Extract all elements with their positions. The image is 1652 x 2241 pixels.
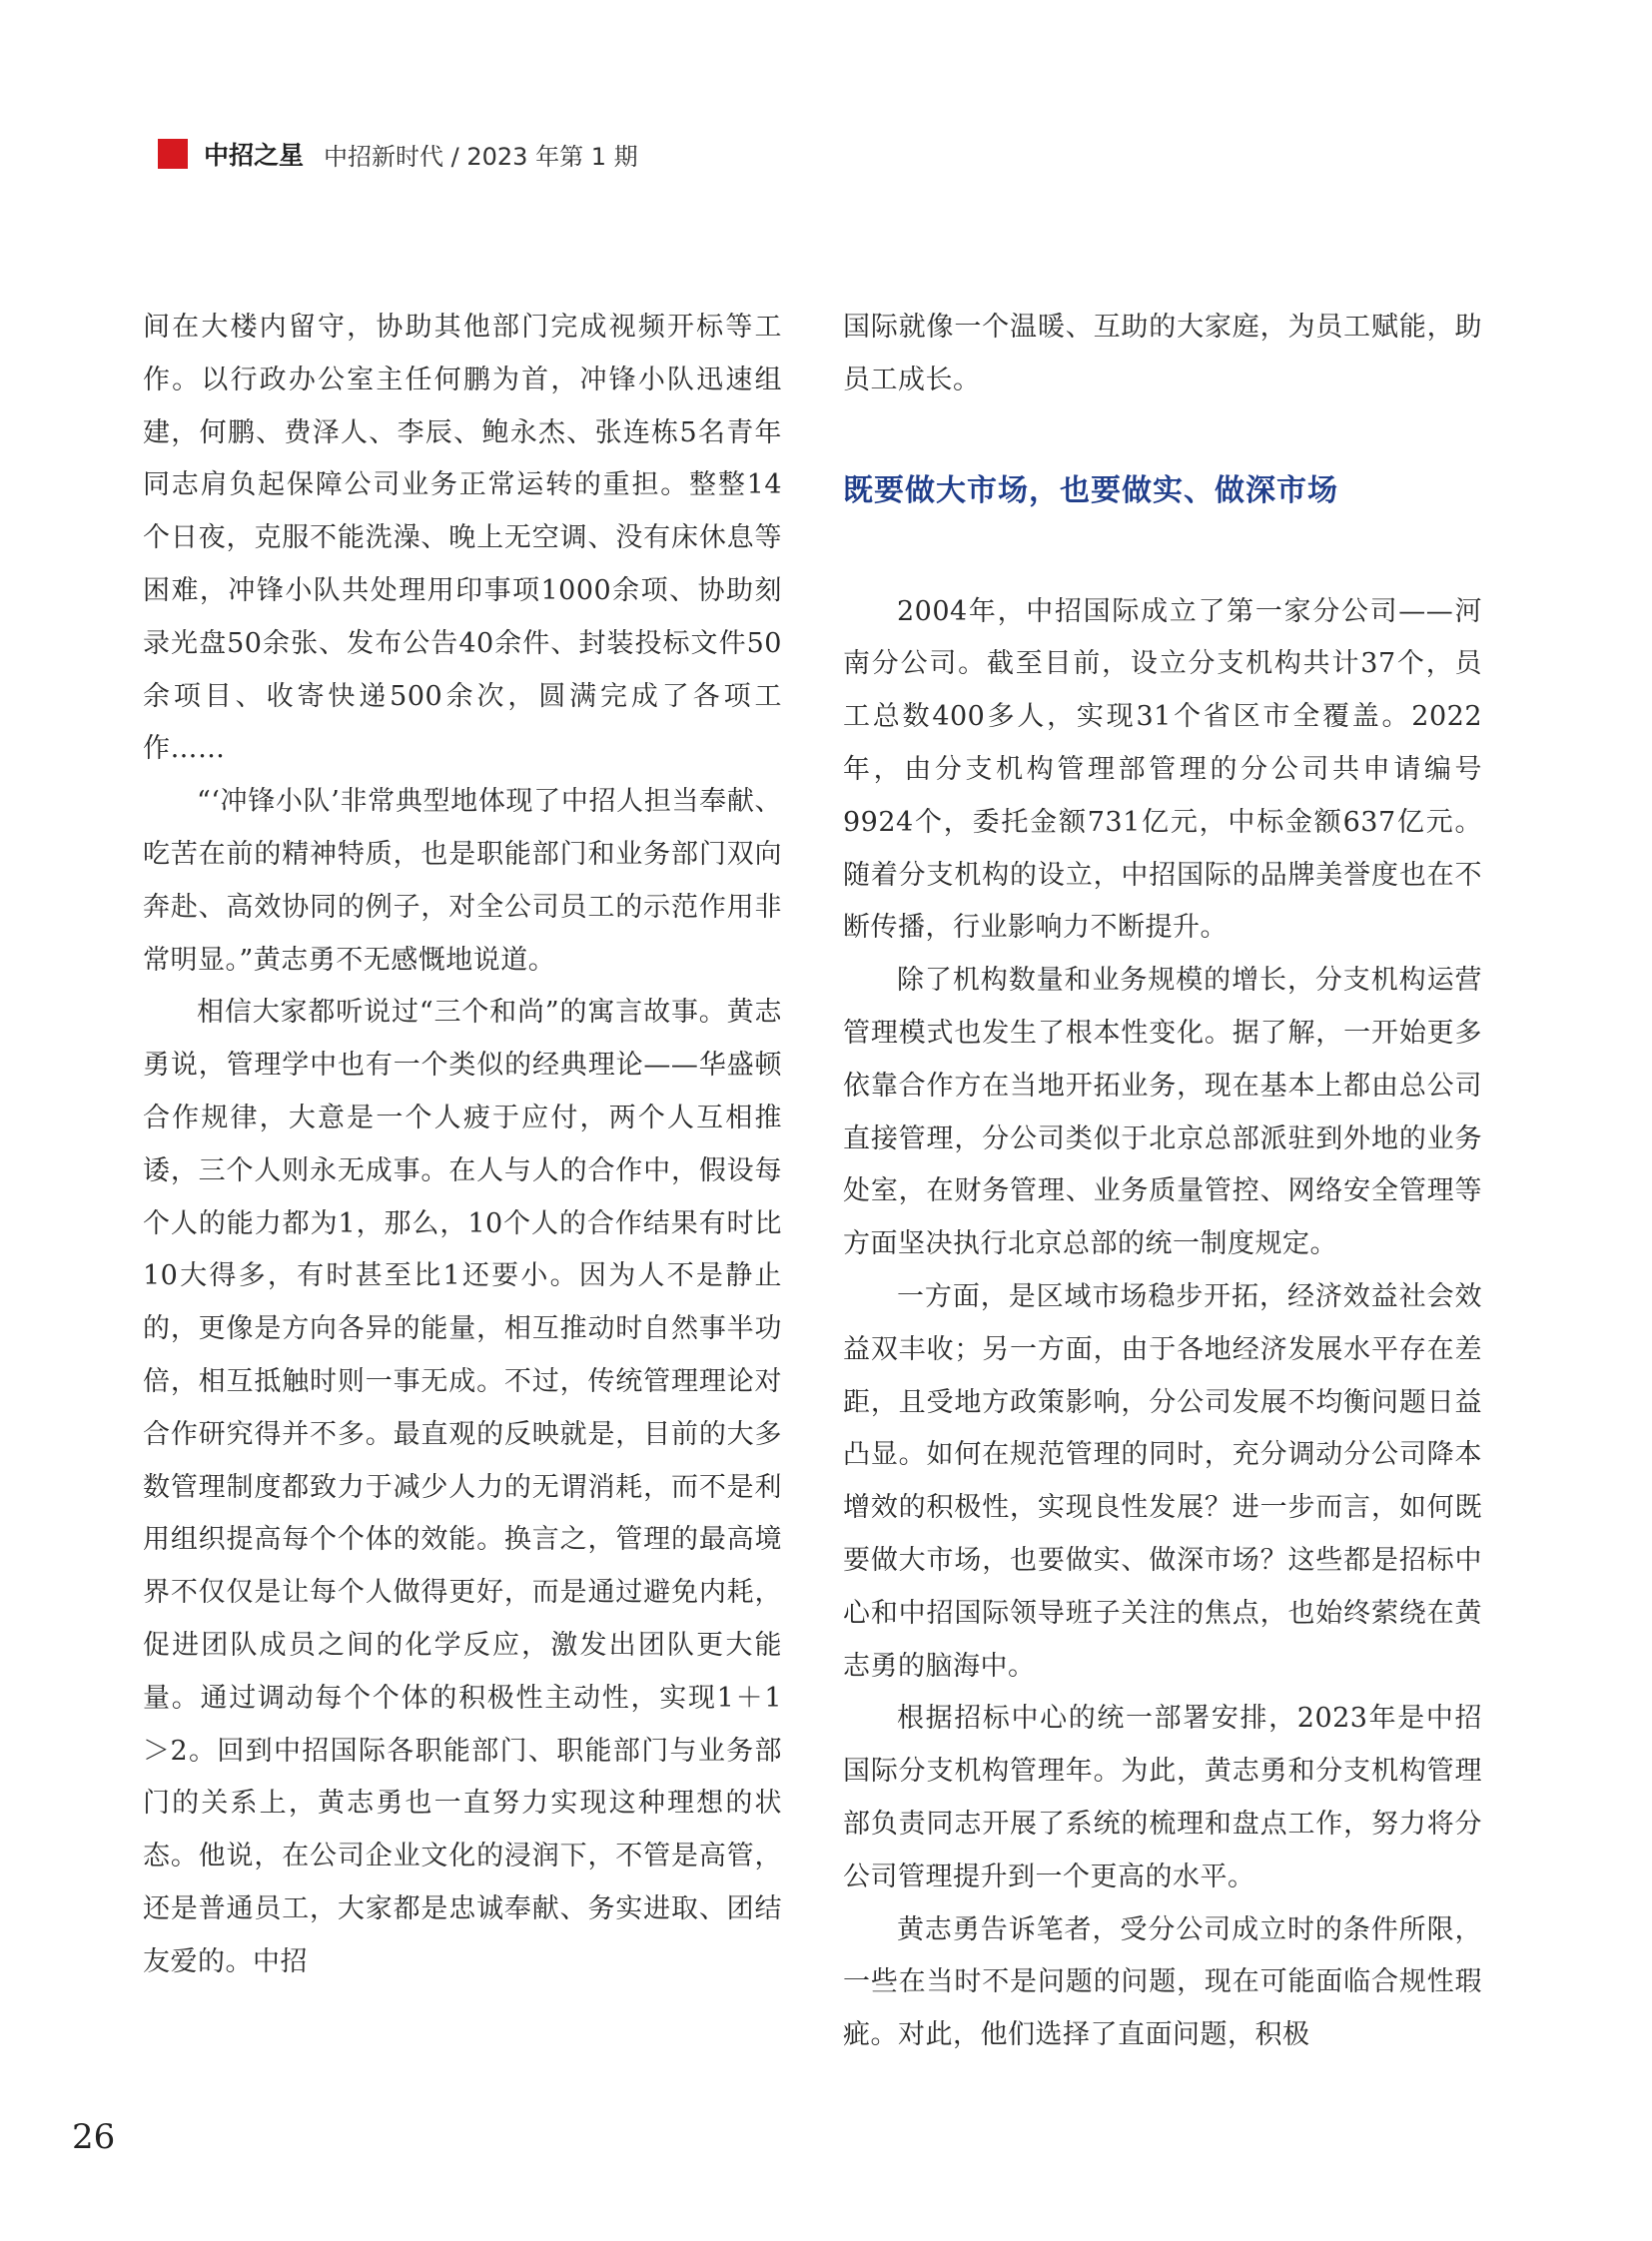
paragraph: 间在大楼内留守，协助其他部门完成视频开标等工作。以行政办公室主任何鹏为首，冲锋小队迅速组建，何鹏、费泽人、李辰、鲍永杰、张连栋5名青年同志肩负起保障公司业务正常运转的重担。整整14个日夜，克服不能洗澡、晚上无空调、没有床休息等困难，冲锋小队共处理用印事项1000余项、协助刻录光盘50余张、发布公告40余件、封装投标文件50余项目、收寄快递500余次，圆满完成了各项工作…… [143,312,782,765]
page-number: 26 [72,2117,116,2157]
left-column [143,302,782,1989]
section-title: 中招之星 [204,141,305,170]
issue-info: 中招新时代 / 2023 年第 1 期 [324,142,638,171]
section-marker [158,139,188,169]
right-column [843,302,1482,2062]
paragraph: 除了机构数量和业务规模的增长，分支机构运营管理模式也发生了根本性变化。据了解，一开始更多依靠合作方在当地开拓业务，现在基本上都由总公司直接管理，分公司类似于北京总部派驻到外地的业务处室，在财务管理、业务质量管控、网络安全管理等方面坚决执行北京总部的统一制度规定。 [843,965,1482,1260]
running-header [158,136,638,172]
paragraph: 黄志勇告诉笔者，受分公司成立时的条件所限，一些在当时不是问题的问题，现在可能面临合规性瑕疵。对此，他们选择了直面问题，积极 [843,1913,1482,2051]
paragraph: “‘冲锋小队’非常典型地体现了中招人担当奉献、吃苦在前的精神特质，也是职能部门和业务部门双向奔赴、高效协同的例子，对全公司员工的示范作用非常明显。”黄志勇不无感慨地说道。 [143,786,782,976]
paragraph: 2004年，中招国际成立了第一家分公司——河南分公司。截至目前，设立分支机构共计37个，员工总数400多人，实现31个省区市全覆盖。2022年，由分支机构管理部管理的分公司共申请编号9924个，委托金额731亿元，中标金额637亿元。随着分支机构的设立，中招国际的品牌美誉度也在不断传播，行业影响力不断提升。 [843,595,1482,944]
paragraph: 一方面，是区域市场稳步开拓，经济效益社会效益双丰收；另一方面，由于各地经济发展水平存在差距，且受地方政策影响，分公司发展不均衡问题日益凸显。如何在规范管理的同时，充分调动分公司降本增效的积极性，实现良性发展？进一步而言，如何既要做大市场，也要做实、做深市场？这些都是招标中心和中招国际领导班子关注的焦点，也始终萦绕在黄志勇的脑海中。 [843,1280,1482,1682]
paragraph: 国际就像一个温暖、互助的大家庭，为员工赋能，助员工成长。 [843,312,1482,395]
section-heading: 既要做大市场，也要做实、做深市场 [843,472,1338,508]
paragraph: 相信大家都听说过“三个和尚”的寓言故事。黄志勇说，管理学中也有一个类似的经典理论——华盛顿合作规律，大意是一个人疲于应付，两个人互相推诿，三个人则永无成事。在人与人的合作中，假设每个人的能力都为1，那么，10个人的合作结果有时比10大得多，有时甚至比1还要小。因为人不是静止的，更像是方向各异的能量，相互推动时自然事半功倍，相互抵触时则一事无成。不过，传统管理理论对合作研究得并不多。最直观的反映就是，目前的大多数管理制度都致力于减少人力的无谓消耗，而不是利用组织提高每个个体的效能。换言之，管理的最高境界不仅仅是让每个人做得更好，而是通过避免内耗，促进团队成员之间的化学反应，激发出团队更大能量。通过调动每个个体的积极性主动性，实现1＋1＞2。回到中招国际各职能部门、职能部门与业务部门的关系上，黄志勇也一直努力实现这种理想的状态。他说，在公司企业文化的浸润下，不管是高管，还是普通员工，大家都是忠诚奉献、务实进取、团结友爱的。中招 [143,997,782,1977]
paragraph: 根据招标中心的统一部署安排，2023年是中招国际分支机构管理年。为此，黄志勇和分支机构管理部负责同志开展了系统的梳理和盘点工作，努力将分公司管理提升到一个更高的水平。 [843,1703,1482,1892]
